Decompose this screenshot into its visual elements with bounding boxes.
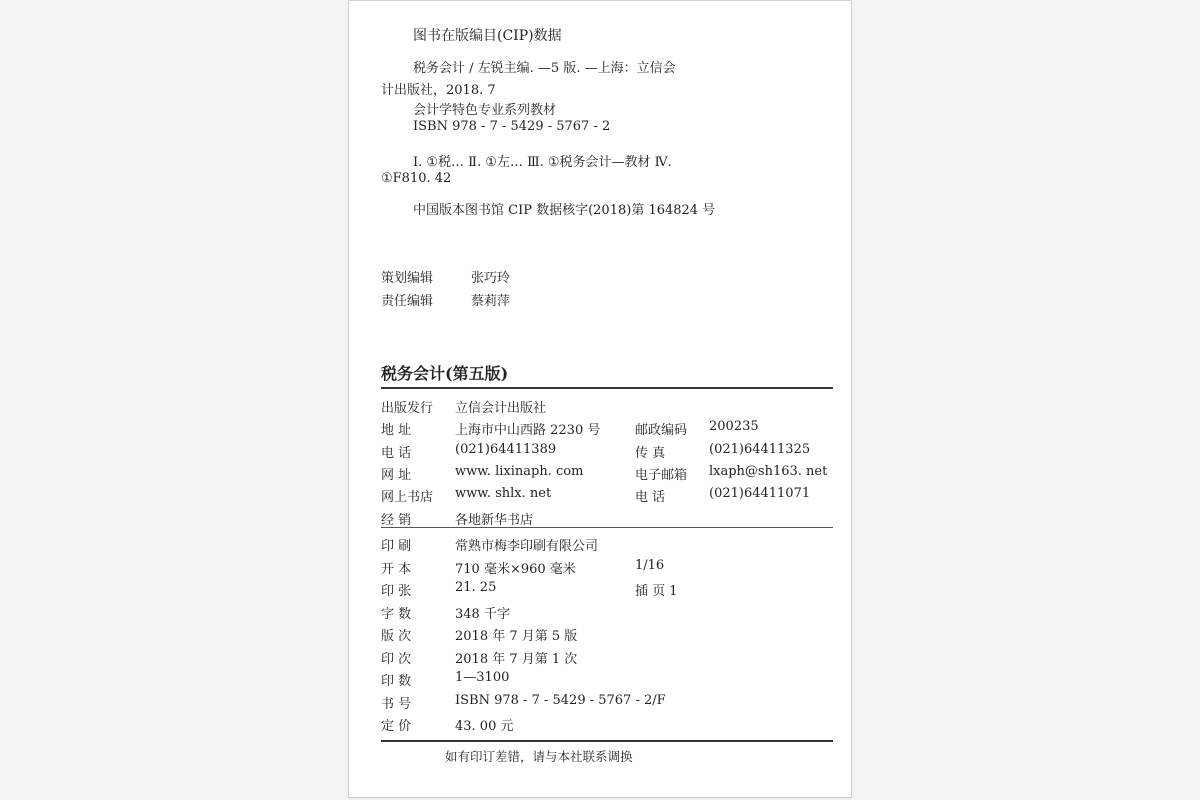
publisher-row-label: 出版发行 [381,401,434,416]
printing-row-label: 字 数 [381,606,412,622]
footer-note: 如有印订差错，请与本社联系调换 [445,749,633,764]
printing-row-label: 定 价 [381,719,412,734]
printing-row-value: 1—3100 [455,670,510,685]
publisher-row-label-2: 传 真 [635,445,666,461]
publisher-row-label-2: 邮政编码 [635,423,688,439]
publisher-row-value: www. shlx. net [455,486,552,502]
publisher-row-value-2: (021)64411071 [709,486,811,502]
publisher-row-value: (021)64411389 [455,441,557,457]
publisher-row-label: 网上书店 [381,490,434,506]
publisher-row-value: www. lixinaph. com [455,463,584,479]
publisher-row-label: 经 销 [381,512,412,528]
publisher-row-label: 网 址 [381,467,412,483]
book-title: 税务会计(第五版) [381,364,509,383]
publisher-row-value: 上海市中山西路 2230 号 [455,423,601,439]
printing-row-label: 印 张 [381,584,412,599]
printing-row-label: 印 数 [381,674,412,689]
printing-row-label: 印 次 [381,651,412,667]
printing-row-label: 版 次 [381,629,412,644]
publisher-row-label-2: 电 话 [635,490,666,506]
printing-row-value: 2018 年 7 月第 5 版 [455,629,578,644]
cip-line-5: Ⅰ. ①税… Ⅱ. ①左… Ⅲ. ①税务会计—教材 Ⅳ. [413,155,672,170]
publisher-row-value-2: 200235 [709,419,759,435]
publisher-row-label: 地 址 [381,423,412,439]
publisher-rule [381,527,833,528]
editor-label-1: 策划编辑 [381,271,434,286]
printing-row-label: 印 刷 [381,539,412,554]
editor-name-1: 张巧玲 [471,271,511,286]
cip-line-6: ①F810. 42 [381,171,452,186]
publisher-row-label: 电 话 [381,445,412,461]
publisher-row-value-2: lxaph@sh163. net [709,463,828,479]
printing-row-value: 710 毫米×960 毫米 [455,561,576,577]
publisher-row-label-2: 电子邮箱 [635,467,688,483]
cip-line-3: 会计学特色专业系列教材 [413,103,557,118]
publisher-row-value-2: (021)64411325 [709,441,811,457]
cip-line-4: ISBN 978 - 7 - 5429 - 5767 - 2 [413,119,611,134]
copyright-page [348,0,852,798]
editor-label-2: 责任编辑 [381,294,434,309]
printing-row-value: 21. 25 [455,580,497,595]
printing-row-value: 43. 00 元 [455,719,514,734]
printing-row-value: ISBN 978 - 7 - 5429 - 5767 - 2/F [455,692,666,708]
printing-row-label: 开 本 [381,561,412,577]
printing-row-value: 常熟市梅李印刷有限公司 [455,539,599,554]
editor-name-2: 蔡莉萍 [471,294,511,309]
cip-heading: 图书在版编目(CIP)数据 [413,28,562,44]
printing-row-extra: 1/16 [635,557,665,573]
printing-row-value: 2018 年 7 月第 1 次 [455,651,578,667]
printing-row-value: 348 千字 [455,606,510,622]
printing-row-extra: 插 页 1 [635,584,678,599]
bottom-rule [381,740,833,742]
cip-line-2: 计出版社，2018. 7 [381,83,496,98]
publisher-row-value: 各地新华书店 [455,512,534,528]
cip-line-7: 中国版本图书馆 CIP 数据核字(2018)第 164824 号 [413,203,716,218]
title-rule [381,387,833,389]
publisher-row-value: 立信会计出版社 [455,401,547,416]
printing-row-label: 书 号 [381,696,412,712]
cip-line-1: 税务会计 / 左锐主编. —5 版. —上海：立信会 [413,61,676,76]
